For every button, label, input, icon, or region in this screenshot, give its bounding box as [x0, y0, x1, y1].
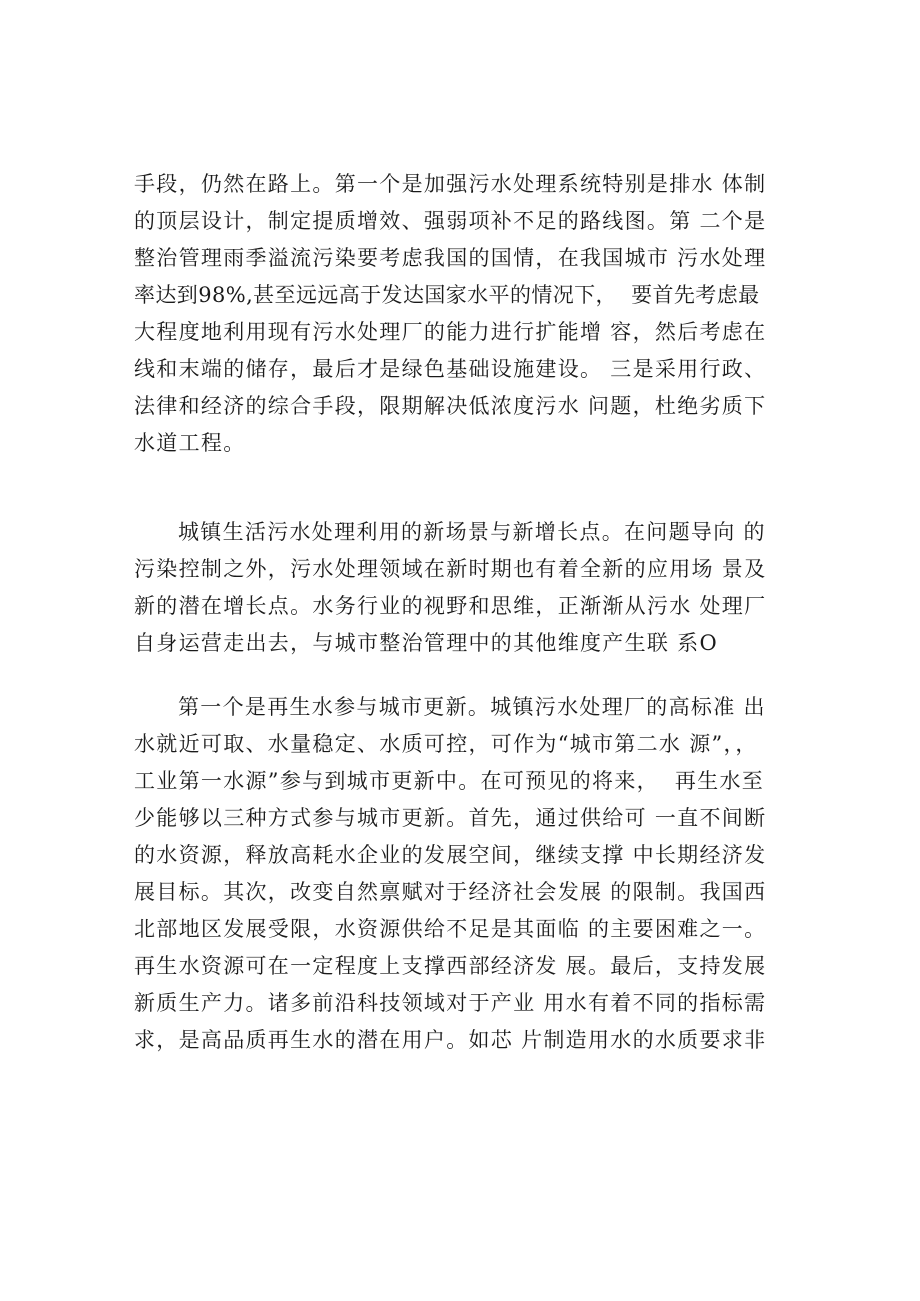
text-line: 水就近可取、水量稳定、水质可控，可作为“城市第二水 源”，， — [134, 732, 758, 756]
text-line: 手段，仍然在路上。第一个是加强污水处理系统特别是排水 体制 — [134, 172, 767, 196]
text-line: 法律和经济的综合手段，限期解决低浓度污水 问题，杜绝劣质下 — [134, 394, 767, 418]
paragraph-new-scenarios — [134, 514, 794, 662]
paragraph-reclaimed-water — [134, 689, 794, 1059]
text-line: 少能够以三种方式参与城市更新。首先，通过供给可 一直不间断 — [134, 806, 767, 830]
text-line: 整治管理雨季溢流污染要考虑我国的国情，在我国城市 污水处理 — [134, 246, 767, 270]
text-line: 第一个是再生水参与城市更新。城镇污水处理厂的高标准 出 — [178, 695, 766, 719]
paragraph-wastewater-measures — [134, 166, 794, 462]
text-line: 的顶层设计，制定提质增效、强弱项补不足的路线图。第 二个是 — [134, 209, 767, 233]
text-line: 率达到98%,甚至远远高于发达国家水平的情况下， 要首先考虑最 — [134, 283, 760, 307]
text-line: 工业第一水源”参与到城市更新中。在可预见的将来， 再生水至 — [134, 769, 765, 793]
text-line: 大程度地利用现有污水处理厂的能力进行扩能增 容，然后考虑在 — [134, 320, 767, 344]
text-line: 新质生产力。诸多前沿科技领域对于产业 用水有着不同的指标需 — [134, 991, 767, 1015]
text-line: 污染控制之外，污水处理领域在新时期也有着全新的应用场 景及 — [134, 557, 767, 581]
text-line: 水道工程。 — [134, 431, 246, 455]
text-line: 自身运营走出去，与城市整治管理中的其他维度产生联 系O — [134, 631, 718, 655]
text-line: 线和末端的储存，最后才是绿色基础设施建设。 三是采用行政、 — [134, 357, 767, 381]
text-line: 的水资源，释放高耗水企业的发展空间，继续支撑 中长期经济发 — [134, 843, 767, 867]
text-line: 城镇生活污水处理利用的新场景与新增长点。在问题导向 的 — [178, 520, 766, 544]
text-line: 新的潜在增长点。水务行业的视野和思维，正渐渐从污水 处理厂 — [134, 594, 767, 618]
text-line: 北部地区发展受限，水资源供给不足是其面临 的主要困难之一。 — [134, 917, 767, 941]
text-line: 求，是高品质再生水的潜在用户。如芯 片制造用水的水质要求非 — [134, 1028, 767, 1052]
text-line: 再生水资源可在一定程度上支撑西部经济发 展。最后，支持发展 — [134, 954, 767, 978]
text-line: 展目标。其次，改变自然禀赋对于经济社会发展 的限制。我国西 — [134, 880, 767, 904]
